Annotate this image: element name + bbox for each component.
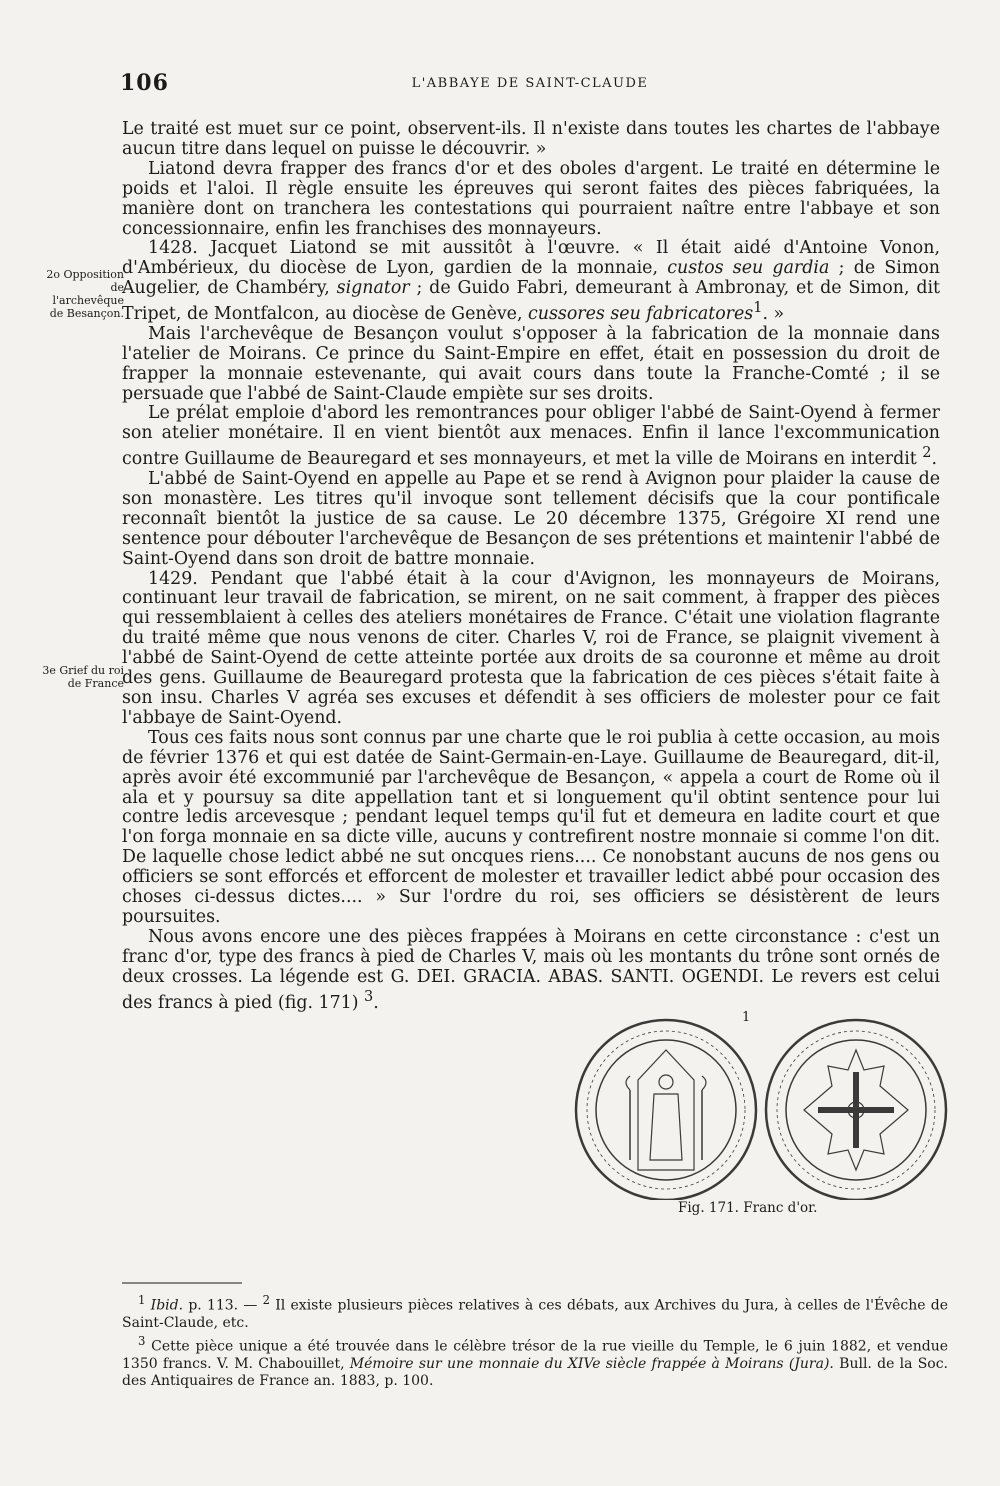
side-note-opposition: 2o Opposition de l'archevêque de Besançon. bbox=[46, 268, 124, 320]
footnote-text: Il existe plusieurs pièces relatives à ces débats, aux Archives du Jura, à celles de l'Évêche de Saint-Claude, etc. bbox=[122, 1297, 949, 1332]
side-note-grief: 3e Grief du roi de France bbox=[42, 664, 124, 690]
footnote-ibid: Ibid. bbox=[150, 1297, 184, 1314]
footnote-text: p. 113. — bbox=[188, 1297, 263, 1314]
figure-number: 1 bbox=[742, 1010, 751, 1025]
footnote-ref: 1 bbox=[753, 300, 763, 317]
running-title: L'ABBAYE DE SAINT-CLAUDE bbox=[411, 76, 649, 91]
footnote-ref: 2 bbox=[922, 445, 932, 462]
paragraph-1429: 1429. Pendant que l'abbé était à la cour d'Avignon, les monnayeurs de Moirans, continuant leur travail de fabrication, se mirent, on ne sait comment, à frapper des pièces qui ressemblaient à celles des ateliers monétaires de France. C'était une violation flagrante du traité même que nous venons de citer. Charles V, roi de France, se plaignit vivement à l'abbé de Saint-Oyend de cette atteinte portée aux droits de sa couronne et même au droit des gens. Guillaume de Beauregard protesta que la fabrication de ces pièces s'était faite à son insu. Charles V agréa ses excuses et défendit à ses officiers de molester pour ce fait l'abbaye de Saint-Oyend. bbox=[122, 568, 940, 728]
page-number: 106 bbox=[120, 70, 169, 96]
paragraph: Liatond devra frapper des francs d'or et des oboles d'argent. Le traité en détermine le poids et l'aloi. Il règle ensuite les épreuves qui seront faites des pièces fabriquées, la manière dont on tranchera les contestations qui pourraient naître entre l'abbaye et son concessionnaire, enfin les franchises des monnayeurs. bbox=[122, 158, 940, 239]
body-text bbox=[122, 120, 940, 1013]
page-header bbox=[120, 70, 940, 104]
footnote bbox=[122, 1333, 948, 1391]
text-run: . » bbox=[762, 303, 785, 324]
latin-term: cussores seu fabricatores bbox=[528, 303, 754, 324]
paragraph-coin: Nous avons encore une des pièces frappées à Moirans en cette circonstance : c'est un franc d'or, type des francs à pied de Charles V, mais où les montants du trône sont ornés de deux crosses. La légende est G. DEI. GRACIA. ABAS. SANTI. OGENDI. Le revers est celui des francs à pied (fig. 171) $^3$. bbox=[122, 926, 940, 1013]
footnote-text: Bull. de la Soc. des Antiquaires de France an. 1883, p. 100. bbox=[122, 1355, 949, 1390]
footnote-mark: 2 bbox=[262, 1293, 271, 1307]
paragraph: Mais l'archevêque de Besançon voulut s'opposer à la fabrication de la monnaie dans l'atelier de Moirans. Ce prince du Saint-Empire en effet, était en possession du droit de frapper la monnaie estevenante, qui avait cours dans toute la Franche-Comté ; il se persuade que l'abbé de Saint-Claude empiète sur ses droits. bbox=[122, 323, 940, 404]
text-run: ; de Simon Augelier, de Chambéry, bbox=[122, 258, 941, 299]
paragraph-charte bbox=[122, 729, 940, 928]
footnote-rule bbox=[122, 1282, 242, 1284]
footnote-mark: 1 bbox=[138, 1293, 146, 1307]
footnote-mark: 3 bbox=[138, 1333, 146, 1348]
footnote-title: Mémoire sur une monnaie du XIVe siècle frappée à Moirans (Jura). bbox=[349, 1355, 834, 1372]
paragraph: Le prélat emploie d'abord les remontrances pour obliger l'abbé de Saint-Oyend à fermer son atelier monétaire. Il en vient bientôt aux menaces. Enfin il lance l'excommunication contre Guillaume de Beauregard et ses monnayeurs, et met la ville de Moirans en interdit $^2$. bbox=[122, 403, 940, 470]
footnote-text: Cette pièce unique a été trouvée dans le célèbre trésor de la rue vieille du Temple, le 6 juin 1882, et vendue 1350 francs. V. M. Chabouillet, bbox=[122, 1338, 948, 1372]
latin-term: custos seu gardia bbox=[667, 258, 830, 279]
coin-figure bbox=[568, 1010, 948, 1230]
text-run: 1428. Jacquet Liatond se mit aussitôt à l'œuvre. « Il était aidé d'Antoine Vonon, d'Ambérieux, du diocèse de Lyon, gardien de la monnaie, bbox=[122, 238, 940, 279]
figure-caption: Fig. 171. Franc d'or. bbox=[678, 1200, 818, 1216]
franc-dor-coins bbox=[568, 1010, 948, 1200]
latin-term: signator bbox=[336, 278, 410, 299]
text-run: Nous avons encore une des pièces frappées à Moirans en cette circonstance : c'est un franc d'or, type des francs à pied de Charles V, mais où les montants du trône sont ornés de deux crosses. La légende est G. DEI. GRACIA. ABAS. SANTI. OGENDI. Le revers est celui des francs à pied (fig. 171) bbox=[122, 926, 940, 1013]
footnotes bbox=[122, 1292, 948, 1391]
paragraph-1428 bbox=[122, 239, 940, 324]
text-run: ; de Guido Fabri, demeurant à Ambronay, et de Simon, dit Tripet, de Montfalcon, au diocèse de Genève, bbox=[122, 278, 941, 324]
coin-reverse bbox=[766, 1020, 946, 1200]
text-run: Le prélat emploie d'abord les remontrances pour obliger l'abbé de Saint-Oyend à fermer son atelier monétaire. Il en vient bientôt aux menaces. Enfin il lance l'excommunication contre Guillaume de Beauregard et ses monnayeurs, et met la ville de Moirans en interdit bbox=[122, 403, 940, 470]
footnote-ref: 3 bbox=[364, 988, 374, 1005]
footnote bbox=[122, 1292, 948, 1333]
text-run: Tous ces faits nous sont connus par une charte que le roi publia à cette occasion, au mois de février 1376 et qui est datée de Saint-Germain-en-Laye. Guillaume de Beauregard, dit-il, après avoir été excommunié par l'archevêque de Besançon, « appela a court de Rome où il ala et y poursuy sa dite appellation tant et si longuement qu'il obtint sentence pour lui contre ledis arcevesque ; pendant lequel temps qu'il fut et demeura en ladite court et que l'on forga monnaie en sa dicte ville, aucuns y contrefirent nostre monnaie si comme l'on dit. De laquelle chose ledict abbé ne sut oncques riens.... Ce nonobstant aucuns de nos gens ou officiers se sont efforcés et efforcent de molester et travailler ledict abbé pour occasion des choses ci-dessus dictes.... » Sur l'ordre du roi, ses officiers se désistèrent de leurs poursuites. bbox=[122, 727, 940, 927]
coin-obverse bbox=[576, 1020, 756, 1200]
paragraph: Le traité est muet sur ce point, observent-ils. Il n'existe dans toutes les chartes de l'abbaye aucun titre dans lequel on puisse le découvrir. » bbox=[122, 119, 940, 159]
paragraph: L'abbé de Saint-Oyend en appelle au Pape et se rend à Avignon pour plaider la cause de son monastère. Les titres qu'il invoque sont tellement décisifs que la cour pontificale reconnaît bientôt la justice de sa cause. Le 20 décembre 1375, Grégoire XI rend une sentence pour débouter l'archevêque de Besançon de ses prétentions et maintenir l'abbé de Saint-Oyend dans son droit de battre monnaie. bbox=[122, 469, 940, 569]
